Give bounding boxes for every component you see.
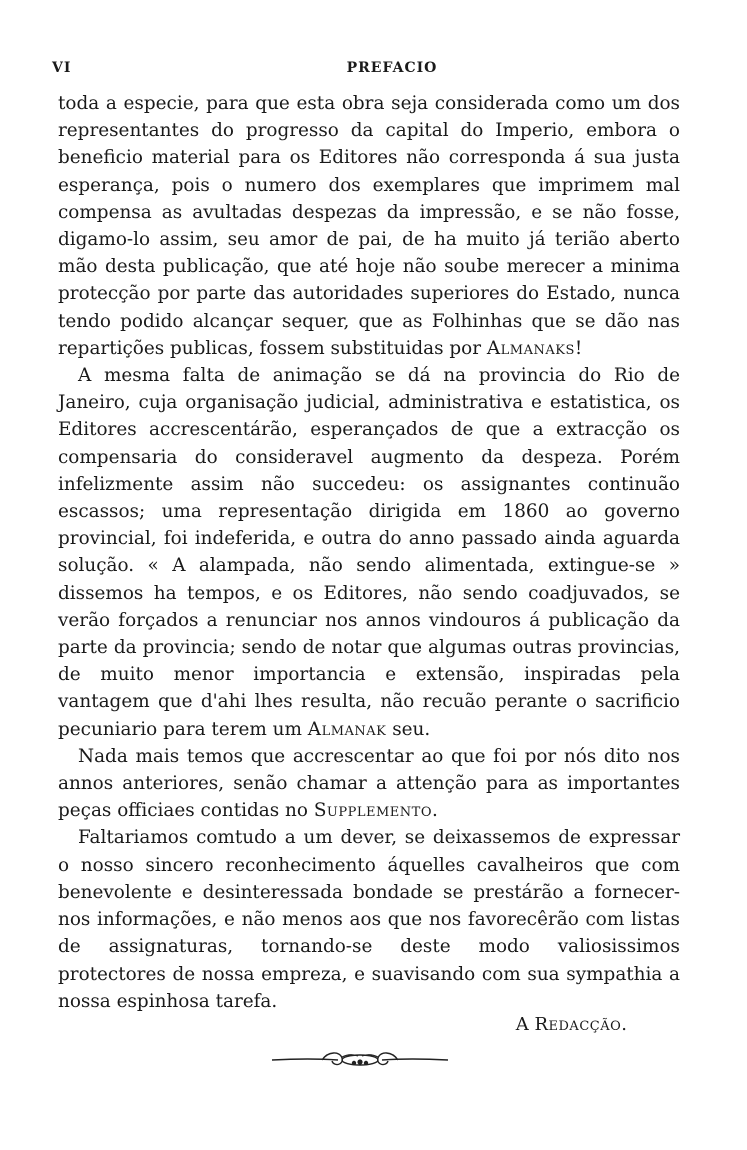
page-header	[52, 60, 692, 82]
supplemento-term: Supplemento	[313, 800, 432, 822]
running-title: PREFACIO	[346, 60, 438, 76]
decorative-ornament-icon	[270, 1045, 450, 1075]
page-number: VI	[52, 60, 72, 76]
almanak-term: Almanak	[307, 718, 387, 740]
signature: A Redacção.	[515, 1014, 627, 1035]
paragraph-1: toda a especie, para que esta obra seja considerada como um dos representantes do progresso da capital do Imperio, embora o beneficio material para os Editores não corresponda á sua justa esperança, pois o numero dos exemplares que imprimem mal compensa as avultadas despezas da impressão, e se não fosse, digamo-lo assim, seu amor de pai, de ha muito já terião aberto mão desta publicação, que até hoje não soube merecer a minima protecção por parte das autoridades superiores do Estado, nunca tendo podido alcançar sequer, que as Folhinhas que se dão nas repartições publicas, fossem substituidas por Almanaks!	[58, 93, 680, 359]
paragraph-3: Nada mais temos que accrescentar ao que foi por nós dito nos annos anteriores, senão chamar a attenção para as importantes peças officiaes contidas no Supplemento.	[58, 745, 680, 822]
preface-body	[58, 90, 680, 1015]
almanaks-term: Almanaks	[486, 337, 575, 359]
paragraph-4: Faltariamos comtudo a um dever, se deixassemos de expressar o nosso sincero reconhecimento áquelles cavalheiros que com benevolente e desinteressada bondade se prestárão a fornecer-nos informações, e não menos aos que nos favorecêrão com listas de assignaturas, tornando-se deste modo valiosissimos protectores de nossa empreza, e suavisando com sua sympathia a nossa espinhosa tarefa.	[58, 827, 680, 1012]
signature-name: Redacção	[534, 1014, 622, 1035]
paragraph-2: A mesma falta de animação se dá na provincia do Rio de Janeiro, cuja organisação judicial, administrativa e estatistica, os Editores accrescentárão, esperançados de que a extracção os compensaria do consideravel augmento da despeza. Porém infelizmente assim não succedeu: os assignantes continuão escassos; uma representação dirigida em 1860 ao governo provincial, foi indeferida, e outra do anno passado ainda aguarda solução. « A alampada, não sendo alimentada, extingue-se » dissemos ha tempos, e os Editores, não sendo coadjuvados, se verão forçados a renunciar nos annos vindouros á publicação da parte da provincia; sendo de notar que algumas outras provincias, de muito menor importancia e extensão, inspiradas pela vantagem que d'ahi lhes resulta, não recuão perante o sacrificio pecuniario para terem um Almanak seu.	[58, 365, 680, 740]
